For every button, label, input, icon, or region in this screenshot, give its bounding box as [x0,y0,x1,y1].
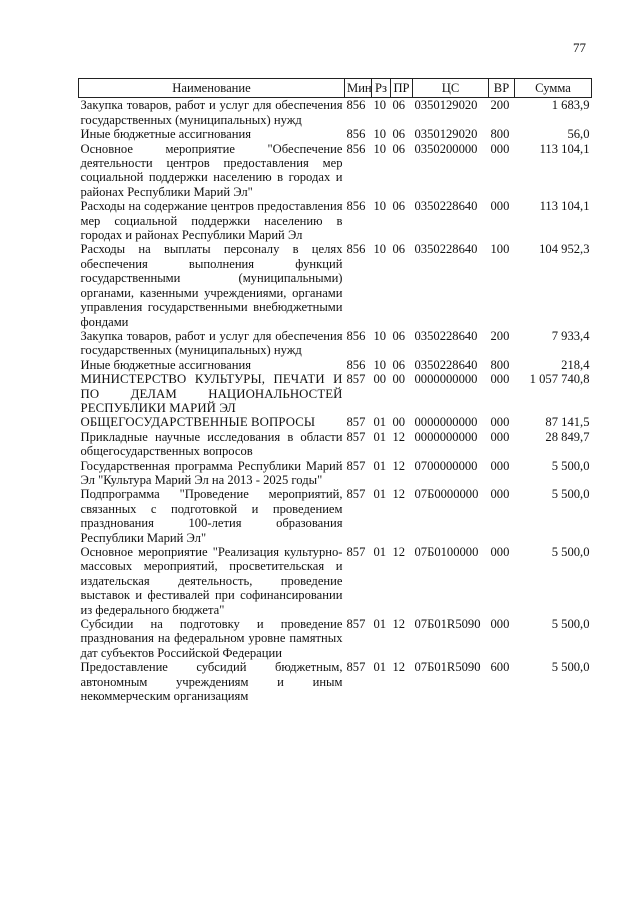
row-sum-cell: 113 104,1 [539,141,590,156]
row-min-cell: 856 [346,141,366,156]
row-sum-cell: 56,0 [567,127,590,142]
row-name-cell: Прикладные научные исследования в области общегосударственных вопросов [80,429,343,459]
row-min-cell: 857 [346,372,366,387]
table-header [79,79,592,98]
row-min-cell: 857 [346,487,366,502]
row-pr-cell: 06 [392,141,406,156]
row-sum-cell: 5 500,0 [551,660,590,675]
header-name: Наименование [79,79,345,98]
row-name-cell: МИНИСТЕРСТВО КУЛЬТУРЫ, ПЕЧАТИ И ПО ДЕЛАМ НАЦИОНАЛЬНОСТЕЙ РЕСПУБЛИКИ МАРИЙ ЭЛ [80,372,343,415]
row-sum-cell: 113 104,1 [539,199,590,214]
row-sum-cell: 87 141,5 [545,415,590,430]
row-min-cell: 857 [346,458,366,473]
row-name-cell: Расходы на выплаты персоналу в целях обеспечения выполнения функций государственными (муниципальными) органами, казенными учреждениями, органами управления государственными внебюджетными фондами [80,242,343,329]
row-min-cell: 856 [346,98,366,113]
row-sum-cell: 5 500,0 [551,487,590,502]
row-cs-cell: 07Б01R5090 [414,660,481,675]
table-row [79,660,592,703]
row-vr-cell: 800 [490,127,510,142]
row-name-cell: Иные бюджетные ассигнования [80,357,252,372]
row-min-cell: 856 [346,357,366,372]
row-pr-cell: 12 [392,660,406,675]
row-cs-cell: 0700000000 [414,458,478,473]
row-vr-cell: 000 [490,372,510,387]
row-vr-cell: 000 [490,429,510,444]
row-vr-cell: 100 [490,242,510,257]
row-name-cell: Подпрограмма "Проведение мероприятий, связанных с подготовкой и проведением празднования 100-летия образования Республики Марий Эл" [80,487,343,545]
row-sum-cell: 5 500,0 [551,458,590,473]
row-sum-cell: 5 500,0 [551,617,590,632]
row-sum-cell: 1 683,9 [551,98,590,113]
row-rz-cell: 01 [373,487,387,502]
row-rz-cell: 00 [373,372,387,387]
row-rz-cell: 10 [373,98,387,113]
budget-table [78,78,592,703]
row-cs-cell: 07Б0100000 [414,545,479,559]
table-row [79,358,592,372]
header-vr: ВР [489,79,515,98]
table-row [79,430,592,459]
row-pr-cell: 12 [392,545,406,559]
row-name-cell: Расходы на содержание центров предоставления мер социальной поддержки населению в городах и районах Республики Марий Эл [80,199,343,243]
row-rz-cell: 01 [373,545,387,559]
table-row [79,329,592,358]
row-pr-cell: 06 [392,242,406,257]
table-row [79,142,592,200]
table-row [79,617,592,660]
row-sum-cell: 5 500,0 [551,545,590,559]
row-cs-cell: 0350129020 [414,127,478,142]
row-rz-cell: 01 [373,660,387,675]
row-rz-cell: 01 [373,617,387,632]
row-vr-cell: 000 [490,199,510,214]
row-vr-cell: 000 [490,415,510,430]
row-pr-cell: 06 [392,98,406,113]
row-rz-cell: 10 [373,242,387,257]
row-rz-cell: 01 [373,415,387,430]
row-sum-cell: 104 952,3 [539,242,590,257]
row-cs-cell: 0000000000 [414,415,478,430]
table-row [79,545,592,617]
page-number: 77 [573,40,586,55]
table-row [79,459,592,488]
table-row [79,98,592,127]
row-pr-cell: 06 [392,328,406,343]
table-row [79,487,592,545]
row-min-cell: 857 [346,429,366,444]
row-min-cell: 857 [346,617,366,632]
header-pr: ПР [391,79,413,98]
row-name-cell: Закупка товаров, работ и услуг для обеспечения государственных (муниципальных) нужд [80,328,343,358]
header-min: Мин [345,79,372,98]
table-row [79,242,592,328]
row-rz-cell: 10 [373,328,387,343]
row-cs-cell: 0000000000 [414,372,478,387]
row-cs-cell: 0350228640 [414,199,478,214]
row-pr-cell: 12 [392,458,406,473]
row-rz-cell: 10 [373,127,387,142]
table-row [79,415,592,429]
row-name-cell: ОБЩЕГОСУДАРСТВЕННЫЕ ВОПРОСЫ [80,415,316,430]
row-min-cell: 856 [346,242,366,257]
row-min-cell: 857 [346,545,366,559]
row-name-cell: Государственная программа Республики Марий Эл "Культура Марий Эл на 2013 - 2025 годы" [80,458,343,487]
row-pr-cell: 06 [392,199,406,214]
row-pr-cell: 12 [392,487,406,502]
header-cs: ЦС [413,79,489,98]
row-min-cell: 856 [346,328,366,343]
row-sum-cell: 1 057 740,8 [529,372,590,387]
row-rz-cell: 10 [373,199,387,214]
row-cs-cell: 0350228640 [414,242,478,257]
row-vr-cell: 000 [490,617,510,632]
row-cs-cell: 07Б0000000 [414,487,479,502]
row-name-cell: Предоставление субсидий бюджетным, автономным учреждениям и иным некоммерческим организациям [80,660,343,704]
row-vr-cell: 200 [490,98,510,113]
row-sum-cell: 7 933,4 [551,328,590,343]
row-pr-cell: 12 [392,429,406,444]
row-name-cell: Закупка товаров, работ и услуг для обеспечения государственных (муниципальных) нужд [80,98,343,127]
row-cs-cell: 0000000000 [414,429,478,444]
row-vr-cell: 600 [490,660,510,675]
row-sum-cell: 218,4 [561,357,590,372]
row-cs-cell: 0350228640 [414,328,478,343]
table-row [79,199,592,242]
row-pr-cell: 12 [392,617,406,632]
row-cs-cell: 07Б01R5090 [414,617,481,632]
row-name-cell: Иные бюджетные ассигнования [80,127,252,142]
row-rz-cell: 01 [373,429,387,444]
row-vr-cell: 800 [490,357,510,372]
row-vr-cell: 000 [490,458,510,473]
row-rz-cell: 10 [373,357,387,372]
header-rz: Рз [372,79,391,98]
row-vr-cell: 000 [490,141,510,156]
table-body [79,98,592,704]
row-min-cell: 857 [346,415,366,430]
row-pr-cell: 00 [392,415,406,430]
row-name-cell: Субсидии на подготовку и проведение празднования на федеральном уровне памятных дат субъектов Российской Федерации [80,617,343,660]
row-min-cell: 856 [346,127,366,142]
row-min-cell: 856 [346,199,366,214]
row-vr-cell: 000 [490,545,510,559]
row-rz-cell: 01 [373,458,387,473]
row-pr-cell: 06 [392,127,406,142]
header-sum: Сумма [515,79,592,98]
row-cs-cell: 0350200000 [414,141,478,156]
table-row [79,372,592,415]
row-name-cell: Основное мероприятие "Реализация культурно-массовых мероприятий, просветительская и издательская деятельность, проведение выставок и фестивалей при софинансировании из федерального бюджета" [80,545,343,617]
row-cs-cell: 0350228640 [414,357,478,372]
row-name-cell: Основное мероприятие "Обеспечение деятельности центров предоставления мер социальной поддержки населению в городах и районах Республики Марий Эл" [80,141,343,199]
row-vr-cell: 200 [490,328,510,343]
row-rz-cell: 10 [373,141,387,156]
row-min-cell: 857 [346,660,366,675]
row-vr-cell: 000 [490,487,510,502]
row-pr-cell: 00 [392,372,406,387]
row-sum-cell: 28 849,7 [545,429,590,444]
table-row [79,127,592,141]
row-cs-cell: 0350129020 [414,98,478,113]
row-pr-cell: 06 [392,357,406,372]
